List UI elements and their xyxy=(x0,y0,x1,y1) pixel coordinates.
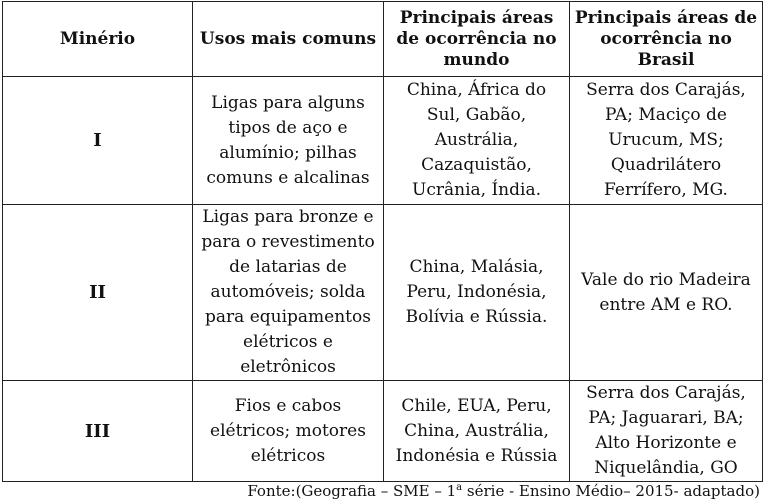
source-caption xyxy=(247,481,760,501)
table-row xyxy=(3,381,763,482)
uses-cell: Ligas para bronze e para o revestimento de latarias de automóveis; solda para equipamentos elétricos e eletrônicos xyxy=(193,205,384,381)
brazil-areas-cell: Serra dos Carajás, PA; Maciço de Urucum, MS; Quadrilátero Ferrífero, MG. xyxy=(570,77,763,205)
brazil-areas-cell: Serra dos Carajás, PA; Jaguarari, BA; Alto Horizonte e Niquelândia, GO xyxy=(570,381,763,482)
source-ordinal: a xyxy=(456,482,463,493)
table-header-row xyxy=(3,2,763,77)
table-row xyxy=(3,77,763,205)
source-text-start: Fonte:(Geografia – SME – 1 xyxy=(247,482,457,500)
table-row xyxy=(3,205,763,381)
header-brazil-areas: Principais áreas de ocorrência no Brasil xyxy=(570,2,763,77)
uses-cell: Ligas para alguns tipos de aço e alumínio; pilhas comuns e alcalinas xyxy=(193,77,384,205)
source-text-end: série - Ensino Médio– 2015- adaptado) xyxy=(462,482,760,500)
uses-cell: Fios e cabos elétricos; motores elétricos xyxy=(193,381,384,482)
minerals-table xyxy=(2,1,763,482)
mineral-cell: I xyxy=(3,77,193,205)
world-areas-cell: Chile, EUA, Peru, China, Austrália, Indonésia e Rússia xyxy=(384,381,570,482)
world-areas-cell: China, Malásia, Peru, Indonésia, Bolívia e Rússia. xyxy=(384,205,570,381)
header-uses: Usos mais comuns xyxy=(193,2,384,77)
header-world-areas: Principais áreas de ocorrência no mundo xyxy=(384,2,570,77)
brazil-areas-cell: Vale do rio Madeira entre AM e RO. xyxy=(570,205,763,381)
mineral-cell: III xyxy=(3,381,193,482)
world-areas-cell: China, África do Sul, Gabão, Austrália, Cazaquistão, Ucrânia, Índia. xyxy=(384,77,570,205)
mineral-cell: II xyxy=(3,205,193,381)
header-mineral: Minério xyxy=(3,2,193,77)
